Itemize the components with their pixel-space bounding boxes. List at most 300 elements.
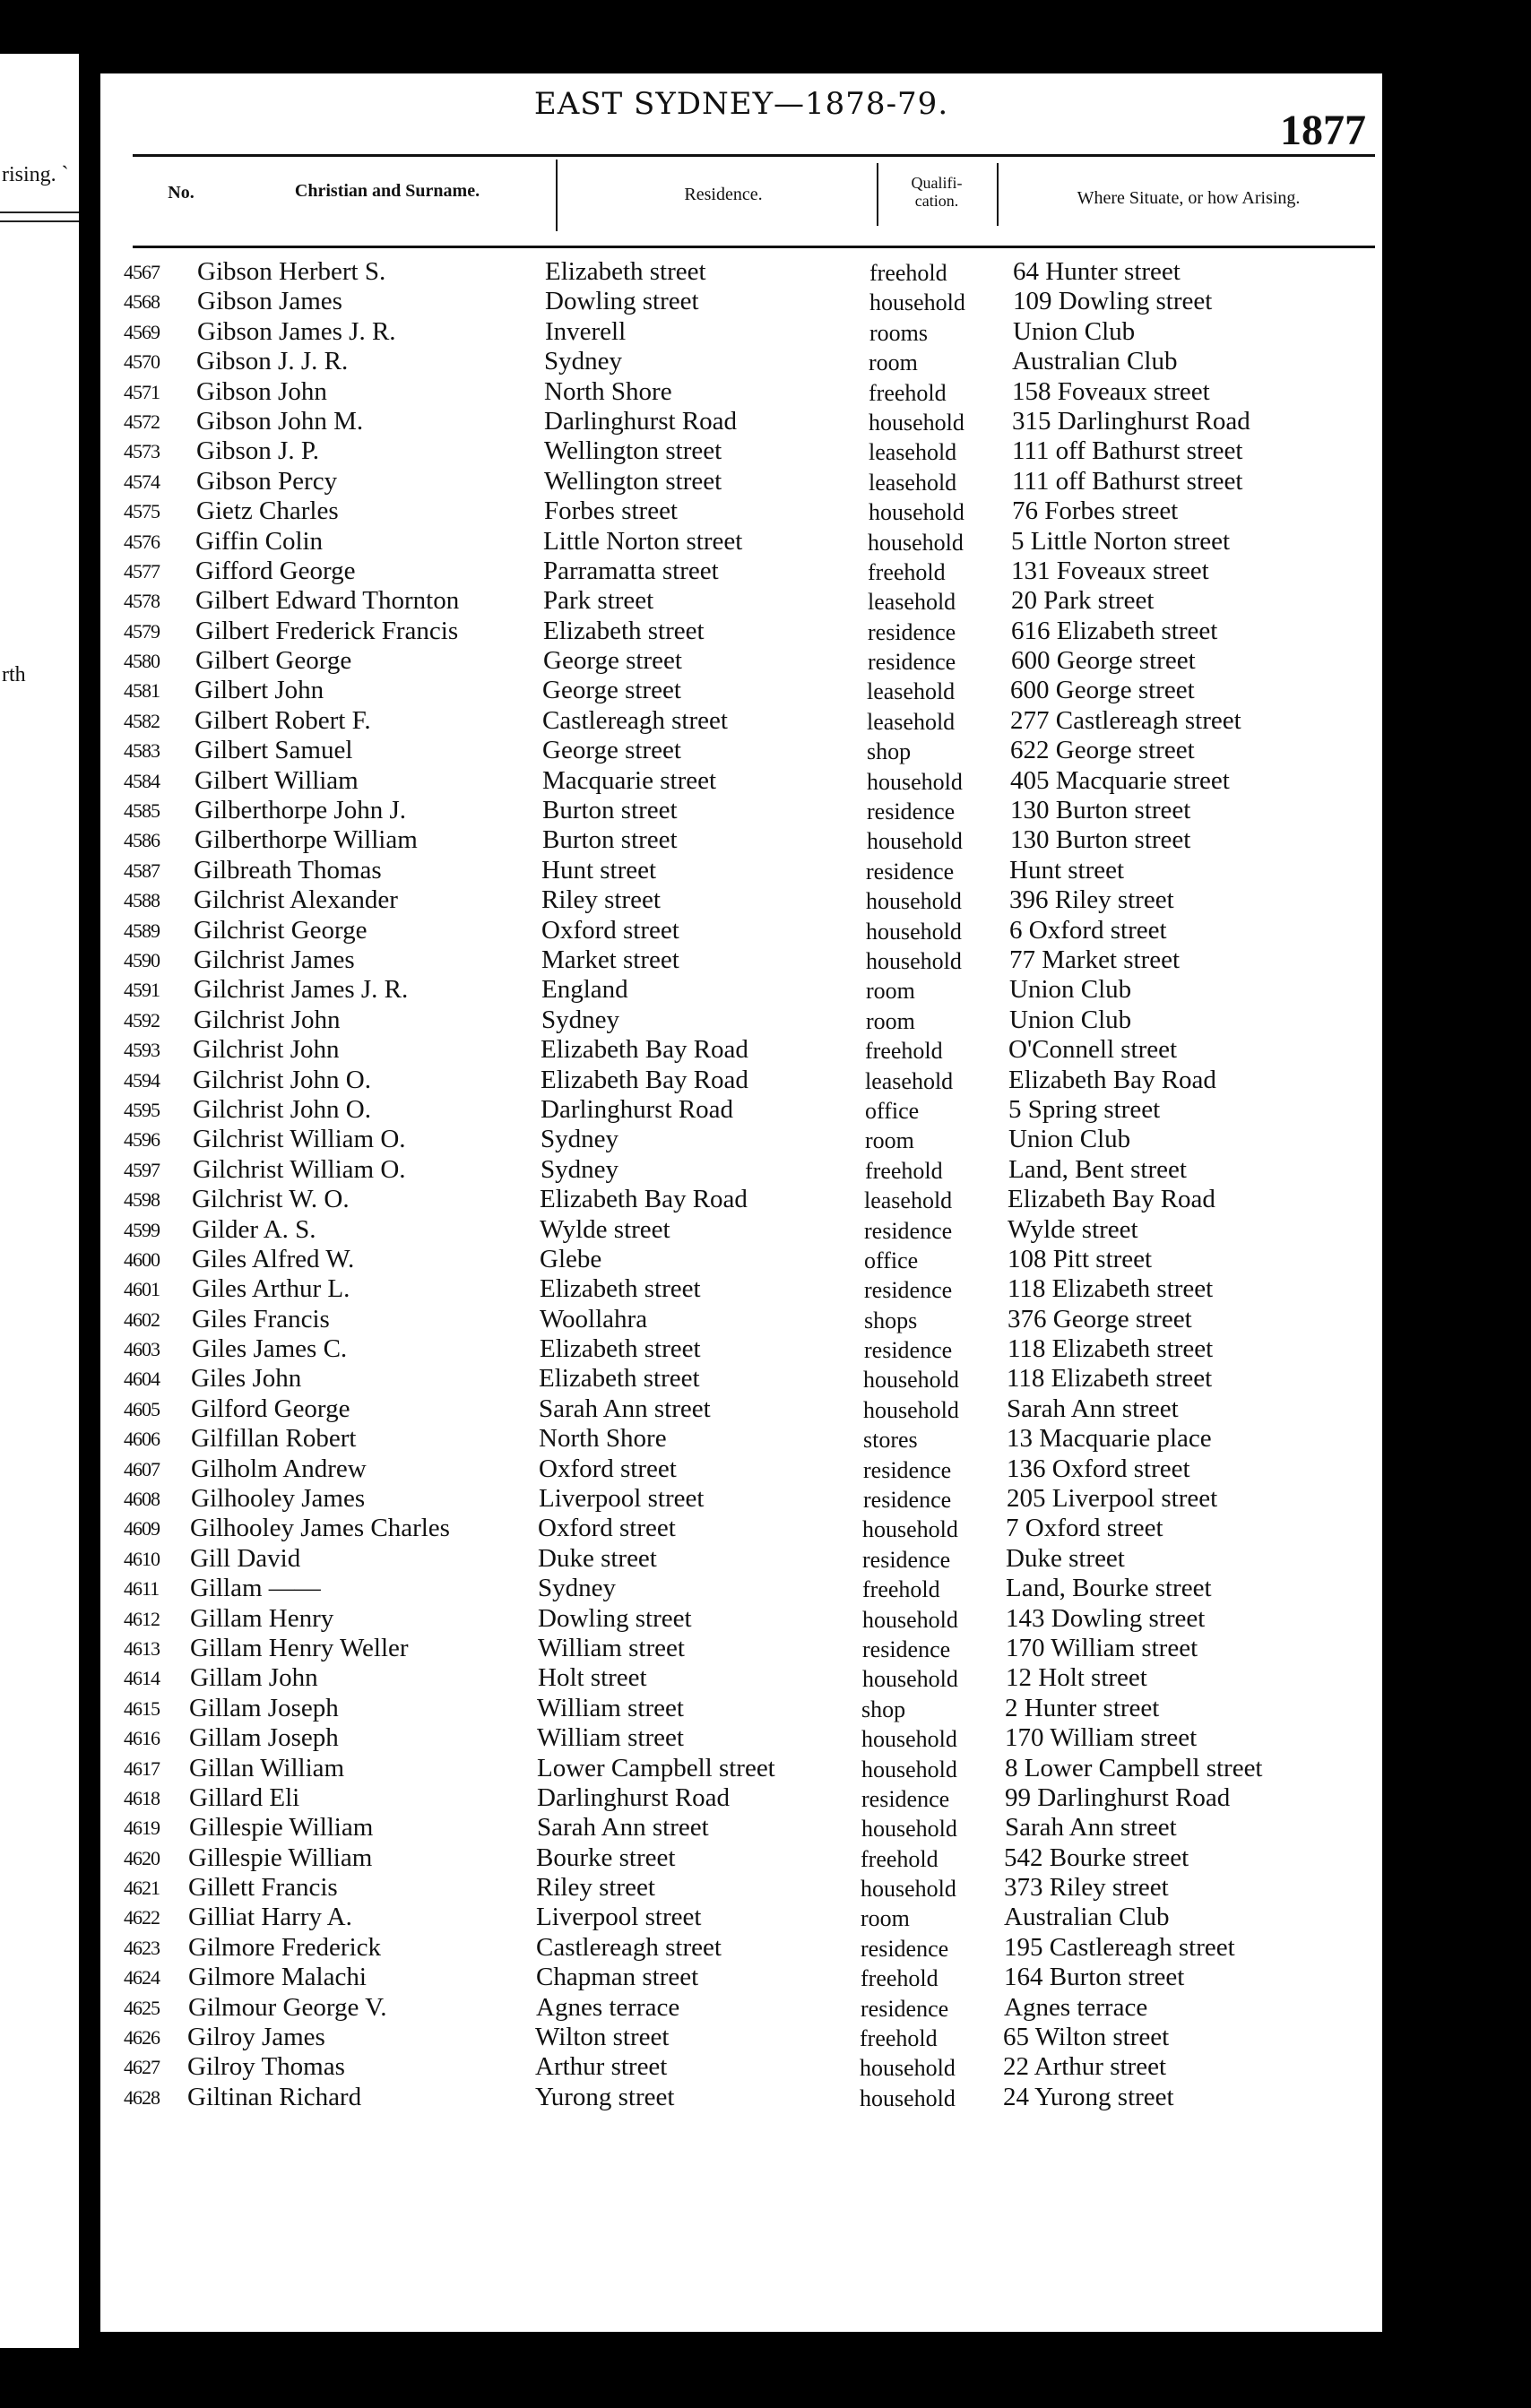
entry-qualification: residence [861, 1785, 950, 1812]
entry-residence: Elizabeth Bay Road [541, 1035, 748, 1065]
entry-where-situate: 405 Macquarie street [1010, 765, 1230, 795]
entry-number: 4590 [124, 948, 160, 971]
entry-where-situate: 5 Little Norton street [1011, 526, 1231, 556]
entry-where-situate: Union Club [1013, 316, 1136, 346]
entry-where-situate: 111 off Bathurst street [1012, 466, 1243, 496]
table-row [100, 945, 1382, 975]
entry-where-situate: 143 Dowling street [1006, 1603, 1206, 1633]
entry-name: Gilbert Edward Thornton [195, 586, 460, 616]
entry-qualification: leasehold [869, 439, 957, 466]
entry-where-situate: Sarah Ann street [1005, 1813, 1177, 1843]
entry-where-situate: 76 Forbes street [1012, 496, 1179, 526]
table-row [100, 1066, 1382, 1095]
table-row [100, 1005, 1382, 1035]
entry-where-situate: 8 Lower Campbell street [1005, 1753, 1263, 1782]
entry-where-situate: 109 Dowling street [1013, 287, 1213, 316]
entry-name: Gifford George [195, 556, 356, 585]
table-row [100, 1754, 1382, 1783]
entry-qualification: freehold [861, 1965, 938, 1992]
entry-qualification: residence [862, 1546, 951, 1573]
entry-qualification: room [866, 978, 915, 1005]
entry-number: 4607 [124, 1457, 160, 1480]
previous-page-fragment: rth [2, 663, 26, 686]
entry-name: Gillam Henry Weller [190, 1633, 409, 1662]
table-row [100, 1574, 1382, 1603]
entry-name: Giffin Colin [195, 526, 324, 556]
entry-residence: William street [537, 1693, 684, 1722]
entry-residence: Wellington street [544, 436, 722, 466]
entry-residence: Holt street [538, 1663, 647, 1693]
entry-residence: Sydney [541, 1005, 619, 1034]
entry-name: Giles James C. [192, 1334, 348, 1364]
entry-number: 4611 [124, 1577, 160, 1601]
entry-qualification: leasehold [868, 589, 956, 616]
table-row [100, 1544, 1382, 1574]
entry-number: 4609 [124, 1517, 160, 1541]
entry-number: 4570 [124, 350, 160, 374]
entry-number: 4594 [124, 1068, 160, 1092]
entry-name: Gilfillan Robert [191, 1424, 357, 1454]
entry-residence: Woollahra [540, 1304, 648, 1333]
table-row [100, 1364, 1382, 1394]
entry-residence: Macquarie street [542, 765, 717, 795]
table-row [100, 1155, 1382, 1185]
entry-name: Gilchrist William O. [193, 1154, 406, 1184]
entry-residence: Elizabeth Bay Road [540, 1185, 748, 1214]
entry-name: Gilchrist John O. [193, 1065, 371, 1094]
entry-name: Gilchrist James [194, 945, 355, 974]
column-divider [556, 160, 558, 231]
entry-qualification: household [869, 409, 964, 436]
entry-number: 4587 [124, 859, 160, 882]
entry-name: Giles Arthur L. [192, 1274, 350, 1304]
table-row [100, 2052, 1382, 2082]
entry-residence: Liverpool street [539, 1484, 705, 1514]
entry-name: Gilberthorpe John J. [195, 796, 406, 825]
previous-page-rule [0, 211, 79, 213]
entry-name: Gilbert Frederick Francis [195, 616, 459, 645]
entry-number: 4615 [124, 1696, 160, 1720]
entry-name: Gibson J. J. R. [196, 347, 349, 376]
entry-residence: William street [537, 1723, 684, 1753]
table-row [100, 257, 1382, 287]
entry-qualification: residence [861, 1995, 949, 2022]
table-row [100, 1993, 1382, 2023]
entry-number: 4598 [124, 1188, 160, 1212]
table-row [100, 1843, 1382, 1873]
entry-qualification: residence [868, 649, 956, 676]
entry-where-situate: 164 Burton street [1004, 1963, 1185, 1992]
entry-name: Gilford George [191, 1394, 350, 1423]
entry-residence: Elizabeth street [540, 1274, 701, 1304]
entry-number: 4577 [124, 559, 160, 583]
entry-number: 4582 [124, 709, 160, 732]
table-row [100, 287, 1382, 316]
entry-residence: Duke street [538, 1543, 657, 1573]
entry-where-situate: 376 George street [1008, 1304, 1192, 1333]
entry-residence: Park street [543, 586, 654, 616]
table-row [100, 1035, 1382, 1065]
entry-where-situate: 158 Foveaux street [1012, 376, 1210, 406]
entry-qualification: office [865, 1097, 920, 1124]
entry-number: 4579 [124, 619, 160, 643]
entry-number: 4581 [124, 679, 160, 703]
entry-residence: Oxford street [539, 1454, 677, 1483]
table-row [100, 1963, 1382, 1992]
entry-number: 4593 [124, 1039, 160, 1062]
entry-number: 4623 [124, 1936, 160, 1959]
entry-number: 4575 [124, 500, 160, 523]
entry-qualification: residence [862, 1636, 951, 1662]
entry-residence: Sydney [538, 1574, 616, 1603]
entry-qualification: household [868, 529, 964, 556]
entry-residence: Inverell [545, 316, 627, 346]
entry-residence: Wylde street [540, 1214, 670, 1244]
entry-residence: Bourke street [536, 1843, 676, 1872]
table-row [100, 1723, 1382, 1753]
entry-where-situate: Agnes terrace [1004, 1992, 1148, 2022]
entry-name: Gillespie William [189, 1813, 374, 1843]
entry-where-situate: 600 George street [1011, 646, 1196, 676]
entry-number: 4567 [124, 261, 160, 283]
entry-number: 4603 [124, 1338, 160, 1361]
entry-name: Gibson Herbert S. [197, 257, 386, 286]
entry-where-situate: 13 Macquarie place [1007, 1424, 1212, 1454]
entry-where-situate: Australian Club [1004, 1903, 1170, 1932]
entry-qualification: residence [864, 1217, 953, 1244]
column-header-name: Christian and Surname. [294, 181, 480, 201]
entry-name: Gilbert William [195, 765, 359, 795]
table-row [100, 856, 1382, 885]
table-row [100, 975, 1382, 1005]
entry-qualification: household [863, 1396, 959, 1423]
entry-qualification: residence [866, 858, 955, 885]
entry-number: 4574 [124, 470, 160, 493]
entry-where-situate: 6 Oxford street [1009, 915, 1167, 945]
table-row [100, 1245, 1382, 1274]
entry-where-situate: 130 Burton street [1010, 825, 1191, 855]
entry-number: 4612 [124, 1607, 160, 1630]
entry-qualification: shop [861, 1696, 906, 1722]
entry-number: 4622 [124, 1906, 160, 1929]
entry-where-situate: Land, Bent street [1008, 1154, 1187, 1184]
entry-qualification: household [866, 947, 962, 974]
previous-page-fragment: rising. ` [2, 163, 69, 186]
entry-qualification: room [865, 1127, 914, 1154]
entry-residence: Dowling street [538, 1603, 692, 1633]
entry-qualification: leasehold [864, 1187, 953, 1214]
entry-number: 4573 [124, 440, 160, 463]
entry-number: 4588 [124, 889, 160, 912]
column-header-no: No. [168, 183, 195, 203]
entry-name: Gilmore Malachi [188, 1963, 367, 1992]
entry-residence: Elizabeth street [539, 1364, 700, 1394]
entry-name: Gillam Joseph [189, 1723, 339, 1753]
entry-name: Gilbert George [195, 646, 352, 676]
entry-number: 4619 [124, 1817, 160, 1840]
entry-where-situate: 315 Darlinghurst Road [1012, 406, 1250, 436]
entry-number: 4628 [124, 2085, 160, 2109]
entry-number: 4606 [124, 1428, 160, 1451]
entry-residence: Sydney [544, 347, 622, 376]
table-row [100, 1873, 1382, 1903]
entry-residence: Riley street [536, 1873, 655, 1903]
entry-residence: Darlinghurst Road [541, 1094, 734, 1124]
entry-residence: Elizabeth street [543, 616, 705, 645]
table-row [100, 317, 1382, 347]
entry-name: Gilchrist William O. [193, 1125, 406, 1154]
entry-qualification: household [861, 1756, 957, 1782]
entry-where-situate: 622 George street [1010, 736, 1195, 765]
entry-residence: Oxford street [541, 915, 679, 945]
entry-number: 4578 [124, 590, 160, 613]
table-row [100, 2083, 1382, 2112]
entry-name: Gilliat Harry A. [188, 1903, 352, 1932]
book-binding [79, 54, 100, 2348]
entry-residence: Sydney [541, 1125, 618, 1154]
entry-name: Gilholm Andrew [191, 1454, 367, 1483]
entry-number: 4618 [124, 1786, 160, 1809]
entry-name: Gilbert Samuel [195, 736, 353, 765]
entry-name: Gibson Percy [196, 466, 338, 496]
table-row [100, 1783, 1382, 1813]
entry-qualification: household [867, 768, 963, 795]
entry-qualification: household [866, 888, 962, 915]
table-row [100, 646, 1382, 676]
table-row [100, 407, 1382, 436]
entry-name: Gilchrist John O. [193, 1094, 371, 1124]
entry-number: 4605 [124, 1397, 160, 1420]
entry-number: 4596 [124, 1128, 160, 1152]
entry-qualification: freehold [869, 260, 947, 286]
table-row [100, 1813, 1382, 1843]
table-row [100, 377, 1382, 407]
entry-number: 4580 [124, 650, 160, 673]
table-row [100, 796, 1382, 825]
entry-name: Gillam —— [190, 1574, 321, 1603]
entry-number: 4592 [124, 1008, 160, 1031]
entry-qualification: freehold [860, 2025, 938, 2052]
entry-residence: George street [543, 646, 682, 676]
entry-qualification: residence [863, 1487, 952, 1514]
entry-number: 4610 [124, 1547, 160, 1570]
table-row [100, 1185, 1382, 1214]
entry-residence: Market street [541, 945, 679, 974]
entry-residence: Glebe [540, 1244, 602, 1273]
entry-qualification: residence [864, 1337, 953, 1364]
entry-name: Gilbert Robert F. [195, 705, 371, 735]
table-row [100, 736, 1382, 765]
previous-page-edge [0, 54, 79, 2348]
entry-where-situate: 108 Pitt street [1008, 1244, 1153, 1273]
entry-residence: Castlereagh street [536, 1932, 722, 1962]
entry-where-situate: 20 Park street [1011, 586, 1155, 616]
entry-where-situate: Union Club [1009, 975, 1132, 1005]
entry-name: Gilbert John [195, 676, 324, 705]
entry-where-situate: 118 Elizabeth street [1007, 1364, 1213, 1394]
entry-name: Gilchrist John [194, 1005, 341, 1034]
entry-name: Giles Francis [192, 1304, 330, 1333]
entry-number: 4601 [124, 1278, 160, 1301]
table-row [100, 1274, 1382, 1304]
entry-where-situate: 195 Castlereagh street [1004, 1932, 1235, 1962]
table-row [100, 1334, 1382, 1364]
entry-qualification: household [869, 289, 965, 316]
entry-qualification: household [862, 1606, 958, 1633]
entry-qualification: shops [864, 1307, 918, 1333]
entry-name: Gibson John M. [196, 406, 364, 436]
entry-where-situate: 136 Oxford street [1007, 1454, 1190, 1483]
entry-name: Gibson John [196, 376, 327, 406]
table-row [100, 766, 1382, 796]
entry-where-situate: Wylde street [1008, 1214, 1138, 1244]
entry-where-situate: 277 Castlereagh street [1010, 705, 1241, 735]
entry-number: 4626 [124, 2026, 160, 2050]
entry-number: 4608 [124, 1488, 160, 1511]
entry-residence: Castlereagh street [542, 705, 728, 735]
entry-qualification: freehold [865, 1038, 943, 1065]
entry-residence: George street [542, 676, 681, 705]
entry-where-situate: 24 Yurong street [1003, 2082, 1174, 2111]
entry-name: Gillam John [190, 1663, 318, 1693]
entry-residence: Elizabeth street [545, 257, 706, 286]
entry-number: 4602 [124, 1308, 160, 1331]
entry-where-situate: 396 Riley street [1009, 885, 1174, 915]
entry-residence: North Shore [544, 376, 672, 406]
entry-number: 4568 [124, 290, 160, 314]
entry-where-situate: Union Club [1008, 1125, 1131, 1154]
entry-name: Giltinan Richard [187, 2082, 362, 2111]
entry-name: Gillard Eli [189, 1782, 300, 1812]
entry-where-situate: Elizabeth Bay Road [1008, 1185, 1215, 1214]
entry-where-situate: Australian Club [1012, 347, 1178, 376]
entry-name: Gibson J. P. [196, 436, 319, 466]
table-row [100, 1095, 1382, 1125]
header-top-rule [133, 154, 1375, 157]
entry-name: Gilroy Thomas [187, 2052, 345, 2082]
table-row [100, 1903, 1382, 1932]
column-divider [877, 163, 878, 226]
entry-qualification: office [864, 1247, 919, 1273]
entry-where-situate: Hunt street [1009, 855, 1125, 885]
entry-name: Gilchrist John [193, 1035, 340, 1065]
entry-qualification: freehold [861, 1845, 938, 1872]
entry-number: 4586 [124, 829, 160, 852]
entry-where-situate: Union Club [1009, 1005, 1132, 1034]
entry-where-situate: 7 Oxford street [1006, 1514, 1163, 1543]
entry-number: 4599 [124, 1218, 160, 1241]
entry-where-situate: Elizabeth Bay Road [1008, 1065, 1216, 1094]
entry-qualification: rooms [869, 319, 928, 346]
entry-where-situate: Sarah Ann street [1007, 1394, 1179, 1423]
table-row [100, 347, 1382, 376]
entry-qualification: room [861, 1905, 910, 1932]
entry-number: 4589 [124, 919, 160, 942]
table-row [100, 885, 1382, 915]
entry-number: 4597 [124, 1158, 160, 1181]
table-row [100, 916, 1382, 945]
entry-name: Gilder A. S. [192, 1214, 316, 1244]
entry-where-situate: 5 Spring street [1008, 1094, 1161, 1124]
column-header-residence: Residence. [684, 185, 763, 204]
entry-where-situate: 600 George street [1010, 676, 1195, 705]
entry-qualification: household [867, 828, 963, 855]
entry-qualification: stores [863, 1427, 918, 1454]
entry-where-situate: 111 off Bathurst street [1012, 436, 1243, 466]
page-number: 1877 [1280, 107, 1366, 154]
table-row [100, 825, 1382, 855]
entry-number: 4583 [124, 739, 160, 763]
entry-residence: Burton street [542, 825, 678, 855]
table-row [100, 1514, 1382, 1543]
entry-residence: England [541, 975, 628, 1005]
page-title: EAST SYDNEY—1878-79. [533, 86, 949, 122]
table-row [100, 436, 1382, 466]
entry-qualification: household [862, 1666, 958, 1693]
column-header-qualification: Qualifi- cation. [911, 174, 963, 210]
entry-residence: William street [538, 1633, 685, 1662]
entry-qualification: residence [868, 618, 956, 645]
entry-number: 4576 [124, 530, 160, 553]
entry-where-situate: 205 Liverpool street [1007, 1484, 1218, 1514]
entry-qualification: residence [863, 1456, 952, 1483]
table-row [100, 496, 1382, 526]
entry-name: Gietz Charles [196, 496, 339, 526]
entry-name: Gibson James [197, 287, 342, 316]
entry-residence: Dowling street [545, 287, 699, 316]
entry-residence: Forbes street [544, 496, 678, 526]
table-row [100, 676, 1382, 705]
entry-number: 4595 [124, 1098, 160, 1121]
entry-residence: George street [542, 736, 681, 765]
entry-qualification: freehold [869, 379, 947, 406]
entry-where-situate: 99 Darlinghurst Road [1005, 1782, 1231, 1812]
entry-residence: Yurong street [535, 2082, 675, 2111]
entry-qualification: household [866, 918, 962, 945]
entry-residence: Sydney [541, 1154, 618, 1184]
entry-number: 4604 [124, 1368, 160, 1391]
entry-name: Gilchrist W. O. [192, 1185, 350, 1214]
entry-where-situate: Land, Bourke street [1006, 1574, 1212, 1603]
entry-where-situate: 542 Bourke street [1004, 1843, 1189, 1872]
entry-residence: Sarah Ann street [539, 1394, 711, 1423]
entry-name: Gilhooley James Charles [190, 1514, 450, 1543]
entry-number: 4572 [124, 410, 160, 433]
entry-number: 4614 [124, 1667, 160, 1690]
entry-number: 4569 [124, 320, 160, 343]
entry-number: 4620 [124, 1846, 160, 1869]
entry-number: 4627 [124, 2056, 160, 2079]
entry-residence: Little Norton street [543, 526, 743, 556]
entry-where-situate: 64 Hunter street [1013, 257, 1181, 286]
entry-qualification: leasehold [865, 1067, 954, 1094]
entry-residence: Agnes terrace [536, 1992, 680, 2022]
entry-number: 4616 [124, 1727, 160, 1750]
entry-number: 4613 [124, 1636, 160, 1660]
entry-name: Gilmore Frederick [188, 1932, 382, 1962]
entry-name: Gilmour George V. [188, 1992, 387, 2022]
entry-where-situate: 373 Riley street [1004, 1873, 1169, 1903]
entry-residence: Elizabeth street [540, 1334, 701, 1364]
entry-qualification: room [869, 350, 918, 376]
entry-where-situate: 77 Market street [1009, 945, 1181, 974]
entry-number: 4585 [124, 799, 160, 823]
entry-residence: Sarah Ann street [537, 1813, 709, 1843]
entry-qualification: leasehold [867, 678, 956, 705]
column-divider [997, 163, 999, 226]
entry-name: Giles Alfred W. [192, 1244, 355, 1273]
table-row [100, 1634, 1382, 1663]
